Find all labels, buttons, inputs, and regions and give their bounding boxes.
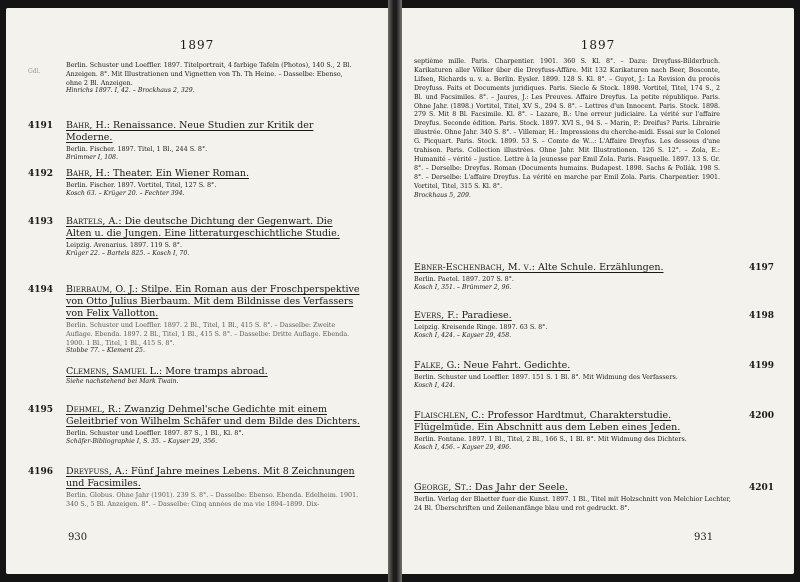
entry-heading — [66, 168, 360, 180]
entry-author: Clemens, Samuel L.: — [66, 366, 163, 377]
entry-title: Professor Hardtmut, Charakterstudie. Flügelmüde. Ein Abschnitt aus dem Leben eines Jeden. — [414, 410, 681, 433]
entry-number: 4197 — [748, 263, 774, 273]
carryover-cite: Hinrichs 1897. I, 42. – Brockhaus 2, 329. — [66, 87, 195, 95]
entry-title: Renaissance. Neue Studien zur Kritik der Moderne. — [66, 120, 314, 143]
entry-heading — [66, 216, 360, 240]
entry-number: 4196 — [28, 467, 54, 477]
entry-author: Bahr, H.: — [66, 120, 110, 131]
entry-heading — [414, 310, 714, 322]
entry-author: Evers, F.: — [414, 310, 459, 321]
entry-title: Das Jahr der Seele. — [474, 482, 568, 493]
entry-number: 4201 — [748, 483, 774, 493]
entry-number: 4199 — [748, 361, 774, 371]
entry-heading — [414, 360, 744, 372]
entry-heading — [66, 466, 360, 490]
entry-4191 — [28, 120, 360, 162]
entry-citation: Siehe nachstehend bei Mark Twain. — [66, 378, 179, 385]
entry-title: Neue Fahrt. Gedichte. — [463, 360, 571, 371]
entry-4192 — [28, 168, 360, 198]
entry-imprint: Leipzig. Kreisende Ringe. 1897. 63 S. 8°. — [414, 323, 548, 331]
entry-number: 4198 — [748, 311, 774, 321]
entry-number: 4191 — [28, 121, 54, 131]
entry-imprint: Berlin. Schuster und Loeffler. 1897. 151 S. 1 Bl. 8°. Mit Widmung des Verfassers. — [414, 373, 678, 381]
carryover-body: septième mille. Paris. Charpentier. 1901. 360 S. Kl. 8°. – Dazu: Dreyfuss-Bilderbuch. Karikaturen aller Völker über die Dreyfuss-Affäre. Mit 132 Karikaturen nach Beer, Bosconte, Lifsen, Richards u. v. a. Berlin. Eysler. 1899. 128 S. Kl. 8°. – Guyot, J.: La Revision du procès Dreyfuss. Faits et Documents juridiques. Paris. Siecle & Stock. 1898. Vortitel, Titel, 174 S., 2 Bl. und Facsimiles. 8°. – Jaures, J.: Les Preuves. Affaire Dreyfus. La petite république. Paris. Ohne Jahr. (1898.) Vortitel, Titel, XV S., 294 S. 8°. – Lettres d'un Innocent. Paris. Stock. 1898. 279 S. Mit 8 Bl. Facsimile. Kl. 8°. – Lazare, B.: Une erreur judiciaire. La vérité sur l'affaire Dreyfus. Seconde édition. Paris. Stock. 1897. XVI S., 94 S. – Marin, P.: Dreifus? Paris. Librairie illustrée. Ohne Jahr. 340 S. 8°. – Villemar, H.: Impressions du cherche-midi. Essai sur le Colonel G. Picquart. Paris. Stock. 1899. 53 S. – Comte de W...: L'Affaire Dreyfus. Les dessous d'une trahison. Paris. Collection illustrées. Ohne Jahr. Mit Illustrationen. 126 S. 12°. – Zola, E.: Humanité – vérité – justice. Lettre à la jeunesse par Emil Zola. Paris. Fasquelle. 1897. 13 S. Gr. 8°. – Derselbe: Dreyfus. Roman (Documents humains. Budapest. 1898. Sachs & Pollák. 198 S. 8°. – Derselbe: L'affaire Dreyfus. La vérité en marche par Emil Zola. Paris. Charpentier. 1901. Vortitel, Titel, 315 S. Kl. 8°. — [414, 58, 721, 190]
entry-author: Ebner-Eschenbach, M. v.: — [414, 262, 535, 273]
entry-author: Bierbaum, O. J.: — [66, 284, 138, 295]
entry-title: More tramps abroad. — [165, 366, 268, 377]
entry-title: Stilpe. Ein Roman aus der Froschperspektive von Otto Julius Bierbaum. Mit dem Bildnisse des Verfassers von Felix Vallotton. — [66, 284, 360, 319]
entry-author: Bahr, H.: — [66, 168, 110, 179]
entry-imprint: Berlin. Fischer. 1897. Vortitel, Titel, 127 S. 8°. — [66, 181, 217, 189]
right-page — [402, 8, 794, 574]
entry-imprint: Berlin. Paetel. 1897. 207 S. 8°. — [414, 275, 514, 283]
entry-clemens — [28, 366, 360, 387]
entry-citation: Kosch I, 456. – Kayser 29, 496. — [414, 443, 512, 451]
right-running-head: 1897 — [580, 38, 616, 52]
entry-title: Zwanzig Dehmel'sche Gedichte mit einem Geleitbrief von Wilhelm Schäfer und dem Bilde des Dichters. — [66, 404, 360, 427]
entry-author: Falke, G.: — [414, 360, 461, 371]
entry-imprint: Berlin. Schuster und Loeffler. 1897. 87 S., 1 Bl., Kl. 8°. — [66, 429, 244, 437]
right-folio: 931 — [694, 532, 714, 543]
left-margin-note: Gdl. — [28, 68, 41, 75]
entry-imprint: Berlin. Schuster und Loeffler. 1897. 2 Bl., Titel, 1 Bl., 415 S. 8°. – Dasselbe: Zweite Auflage. Ebenda. 1897. 2 Bl., Titel, 1 Bl., 415 S. 8°. – Dasselbe: Dritte Auflage. Ebenda. 1900. 1 Bl., Titel, 1 Bl., 415 S. 8°. — [66, 321, 350, 347]
entry-heading — [66, 120, 360, 144]
entry-imprint: Berlin. Fischer. 1897. Titel, 1 Bl., 244 S. 8°. — [66, 145, 208, 153]
book-gutter — [388, 0, 402, 582]
left-running-head: 1897 — [179, 38, 215, 52]
entry-author: Bartels, A.: — [66, 216, 122, 227]
entry-4195 — [28, 404, 360, 446]
entry-4193 — [28, 216, 360, 258]
entry-4194 — [28, 284, 360, 356]
entry-citation: Stobbe 77. – Klement 25. — [66, 347, 145, 355]
entry-number: 4200 — [748, 411, 774, 421]
left-page — [6, 8, 388, 574]
entry-number: 4195 — [28, 405, 54, 415]
entry-title: Paradiese. — [461, 310, 512, 321]
entry-4197 — [414, 262, 774, 292]
entry-citation: Brümmer I, 108. — [66, 153, 118, 161]
entry-title: Die deutsche Dichtung der Gegenwart. Die Alten u. die Jungen. Eine litteraturgeschichtliche Studie. — [66, 216, 340, 239]
entry-4199 — [414, 360, 774, 390]
carryover-body: Berlin. Schuster und Loeffler. 1897. Titelportrait, 4 farbige Tafeln (Photos), 140 S., 2 Bl. Anzeigen. 8°. Mit Illustrationen und Vignetten von Th. Th Heine. – Dasselbe: Ebenso, ohne 2 Bl. Anzeigen. — [66, 61, 352, 87]
entry-4201 — [414, 482, 774, 513]
entry-imprint: Leipzig. Avenarius. 1897. 119 S. 8°. — [66, 241, 183, 249]
entry-heading — [66, 366, 360, 378]
entry-author: Dehmel, R.: — [66, 404, 122, 415]
entry-number: 4194 — [28, 285, 54, 295]
entry-4198 — [414, 310, 774, 340]
entry-citation: Kosch I, 351. – Brümmer 2, 96. — [414, 283, 512, 291]
entry-citation: Kosch I, 424. — [414, 381, 455, 389]
entry-citation: Kosch 63. – Krüger 20. – Fechter 394. — [66, 189, 185, 197]
left-folio: 930 — [68, 532, 88, 543]
entry-heading — [414, 482, 734, 494]
entry-author: Flaischlen, C.: — [414, 410, 485, 421]
right-carryover — [414, 58, 720, 200]
entry-imprint: Berlin. Globus. Ohne Jahr (1901). 239 S. 8°. – Dasselbe: Ebenso. Ebenda. Edelheim. 1901. 340 S., 5 Bl. Anzeigen. 8°. – Dasselbe: Cinq années de ma vie 1894–1899. Dix- — [66, 491, 359, 508]
entry-4196 — [28, 466, 360, 509]
carryover-cite: Brockhaus 5, 209. — [414, 191, 471, 199]
entry-title: Fünf Jahre meines Lebens. Mit 8 Zeichnungen und Facsimiles. — [66, 466, 355, 489]
entry-imprint: Berlin. Verlag der Blaetter fuer die Kunst. 1897. 1 Bl., Titel mit Holzschnitt von Melchior Lechter, 24 Bl. Überschriften und Zeilenanfänge blau und rot gedruckt. 8°. — [414, 495, 731, 512]
entry-4200 — [414, 410, 774, 452]
entry-author: Dreyfuss, A.: — [66, 466, 128, 477]
entry-heading — [66, 404, 360, 428]
entry-author: George, St.: — [414, 482, 472, 493]
entry-citation: Krüger 22. – Bartels 825. – Kosch I, 70. — [66, 249, 190, 257]
entry-title: Theater. Ein Wiener Roman. — [113, 168, 250, 179]
entry-heading — [66, 284, 360, 320]
entry-heading — [414, 262, 714, 274]
entry-title: Alte Schule. Erzählungen. — [538, 262, 664, 273]
entry-heading — [414, 410, 734, 434]
entry-number: 4192 — [28, 169, 54, 179]
entry-citation: Schäfer-Bibliographie I, S. 35. – Kayser 29, 356. — [66, 437, 218, 445]
entry-imprint: Berlin. Fontane. 1897. 1 Bl., Titel, 2 Bl., 166 S., 1 Bl. 8°. Mit Widmung des Dichters. — [414, 435, 687, 443]
entry-citation: Kosch I, 424. – Kayser 29, 458. — [414, 331, 512, 339]
entry-number: 4193 — [28, 217, 54, 227]
left-carryover — [66, 60, 358, 96]
